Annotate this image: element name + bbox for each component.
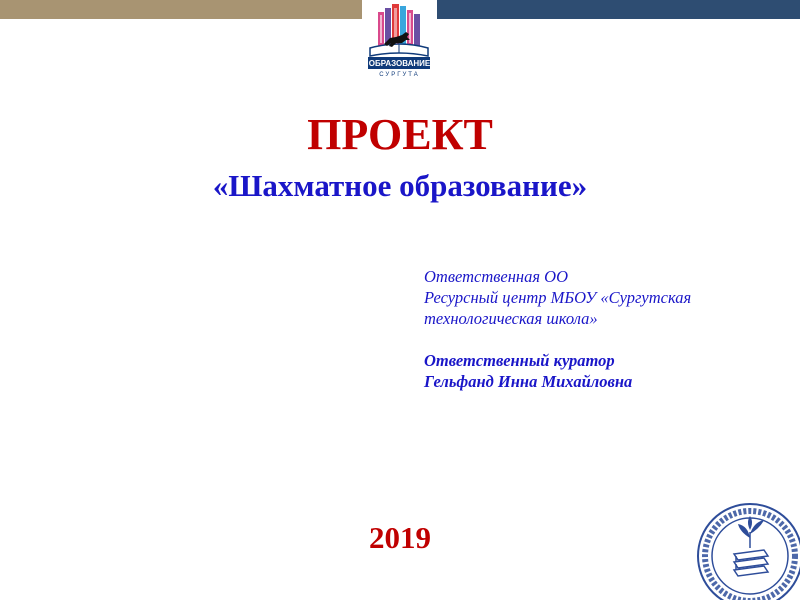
responsible-org-label: Ответственная ОО — [424, 267, 568, 286]
logo-name-line2: СУРГУТА — [379, 72, 420, 78]
methodical-center-seal-icon — [688, 492, 800, 600]
responsible-org-line2: технологическая школа» — [424, 309, 598, 328]
curator-label: Ответственный куратор — [424, 351, 615, 370]
header-bar-left — [0, 0, 362, 19]
page-title: ПРОЕКТ — [307, 110, 493, 159]
responsible-info — [424, 266, 784, 392]
education-surgut-logo — [362, 0, 437, 92]
curator-name: Гельфанд Инна Михайловна — [424, 372, 633, 391]
responsible-org-line1: Ресурсный центр МБОУ «Сургутская — [424, 288, 692, 307]
project-year: 2019 — [369, 520, 431, 555]
header-bar-right — [437, 0, 800, 19]
project-name: «Шахматное образование» — [212, 168, 588, 203]
logo-name-line1: ОБРАЗОВАНИЕ — [368, 59, 431, 68]
